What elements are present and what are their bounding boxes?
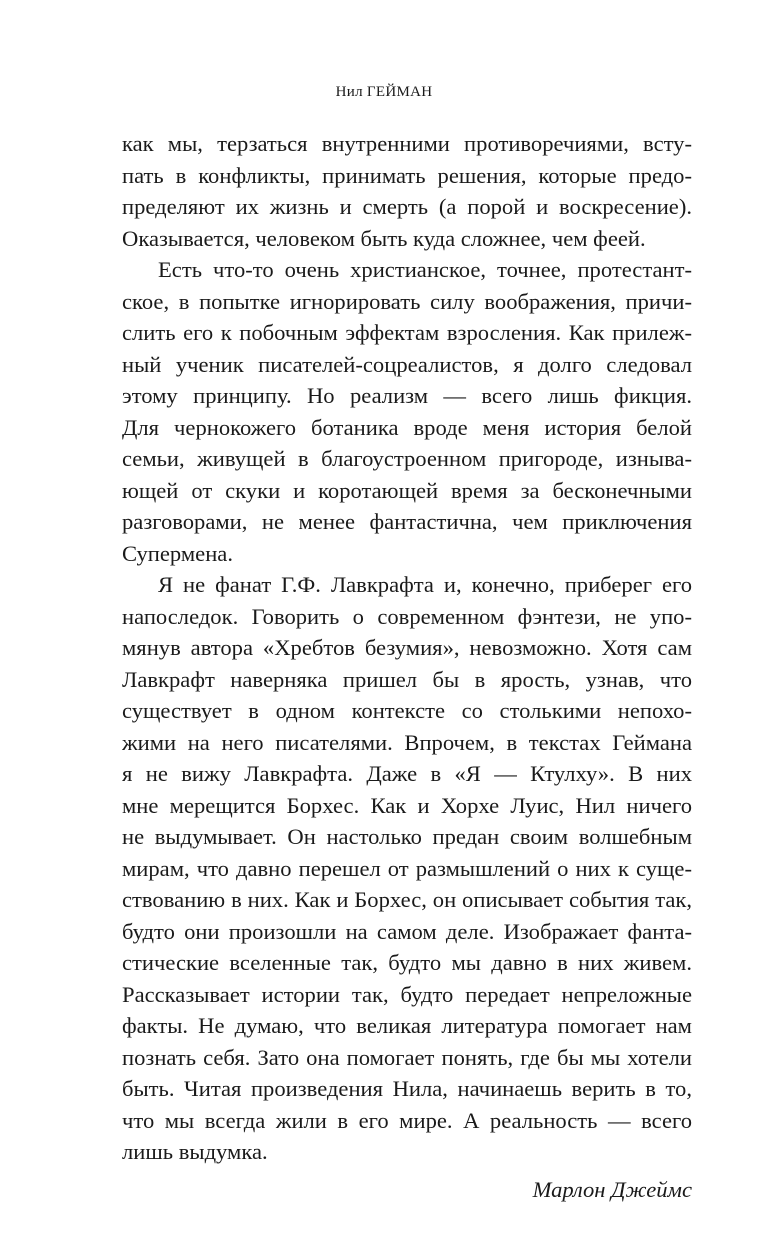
paragraph-3-line: Лавкрафт наверняка пришел бы в ярость, узнав, что bbox=[122, 666, 692, 692]
paragraph-1-line: пределяют их жизнь и смерть (а порой и воскресение). bbox=[122, 194, 692, 219]
paragraph-1-line: пать в конфликты, принимать решения, которые предо- bbox=[122, 162, 692, 188]
paragraph-2-line: семьи, живущей в благоустроенном пригороде, изныва- bbox=[122, 446, 692, 471]
paragraph-3-line: факты. Не думаю, что великая литература помогает нам bbox=[122, 1013, 692, 1038]
paragraph-3-line: Рассказывает истории так, будто передает непреложные bbox=[122, 981, 692, 1007]
paragraph-2-line: Супермена. bbox=[122, 540, 233, 566]
paragraph-3-line: не выдумывает. Он настолько предан своим волшебным bbox=[122, 824, 692, 849]
paragraph-3-line: мирам, что давно перешел от размышлений о них к суще- bbox=[122, 855, 692, 881]
paragraph-3-line: стические вселенные так, будто мы давно в них живем. bbox=[122, 950, 692, 975]
paragraph-3-line: я не вижу Лавкрафта. Даже в «Я — Ктулху». В них bbox=[122, 761, 692, 786]
paragraph-2-line: Для чернокожего ботаника вроде меня история белой bbox=[122, 414, 692, 440]
paragraph-3-line: напоследок. Говорить о современном фэнтези, не упо- bbox=[122, 603, 692, 629]
paragraph-3-line: ствованию в них. Как и Борхес, он описывает события так, bbox=[122, 887, 692, 912]
paragraph-2-line: слить его к побочным эффектам взросления. Как прилеж- bbox=[122, 320, 692, 345]
running-head: Нил ГЕЙМАН bbox=[335, 84, 433, 100]
paragraph-2-line: Есть что-то очень христианское, точнее, протестант- bbox=[158, 257, 692, 282]
paragraph-3-line: жими на него писателями. Впрочем, в текстах Геймана bbox=[122, 729, 692, 755]
author-signature: Марлон Джеймс bbox=[532, 1176, 692, 1202]
paragraph-2-line: разговорами, не менее фантастична, чем приключения bbox=[122, 509, 692, 534]
paragraph-3-line: что мы всегда жили в его мире. А реальность — всего bbox=[122, 1107, 692, 1133]
paragraph-3-line: мне мерещится Борхес. Как и Хорхе Луис, Нил ничего bbox=[122, 792, 692, 818]
paragraph-3-line: познать себя. Зато она помогает понять, где бы мы хотели bbox=[122, 1044, 692, 1070]
paragraph-2-line: ское, в попытке игнорировать силу воображения, причи- bbox=[122, 288, 692, 314]
paragraph-1-line: как мы, терзаться внутренними противоречиями, всту- bbox=[122, 131, 692, 156]
paragraph-3-line: быть. Читая произведения Нила, начинаешь верить в то, bbox=[122, 1076, 692, 1101]
paragraph-2-line: ющей от скуки и коротающей время за бесконечными bbox=[122, 477, 692, 503]
paragraph-2-line: этому принципу. Но реализм — всего лишь фикция. bbox=[122, 383, 692, 408]
paragraph-3-line: существует в одном контексте со столькими непохо- bbox=[122, 698, 692, 723]
paragraph-1-line: Оказывается, человеком быть куда сложнее, чем феей. bbox=[122, 225, 646, 251]
paragraph-3-line: будто они произошли на самом деле. Изображает фанта- bbox=[122, 918, 692, 944]
paragraph-2-line: ный ученик писателей-соцреалистов, я долго следовал bbox=[122, 351, 692, 377]
paragraph-3-line: лишь выдумка. bbox=[122, 1139, 268, 1164]
body-text bbox=[122, 128, 692, 1205]
paragraph-3-line: Я не фанат Г.Ф. Лавкрафта и, конечно, приберег его bbox=[158, 572, 692, 597]
paragraph-3-line: мянув автора «Хребтов безумия», невозможно. Хотя сам bbox=[122, 635, 692, 660]
